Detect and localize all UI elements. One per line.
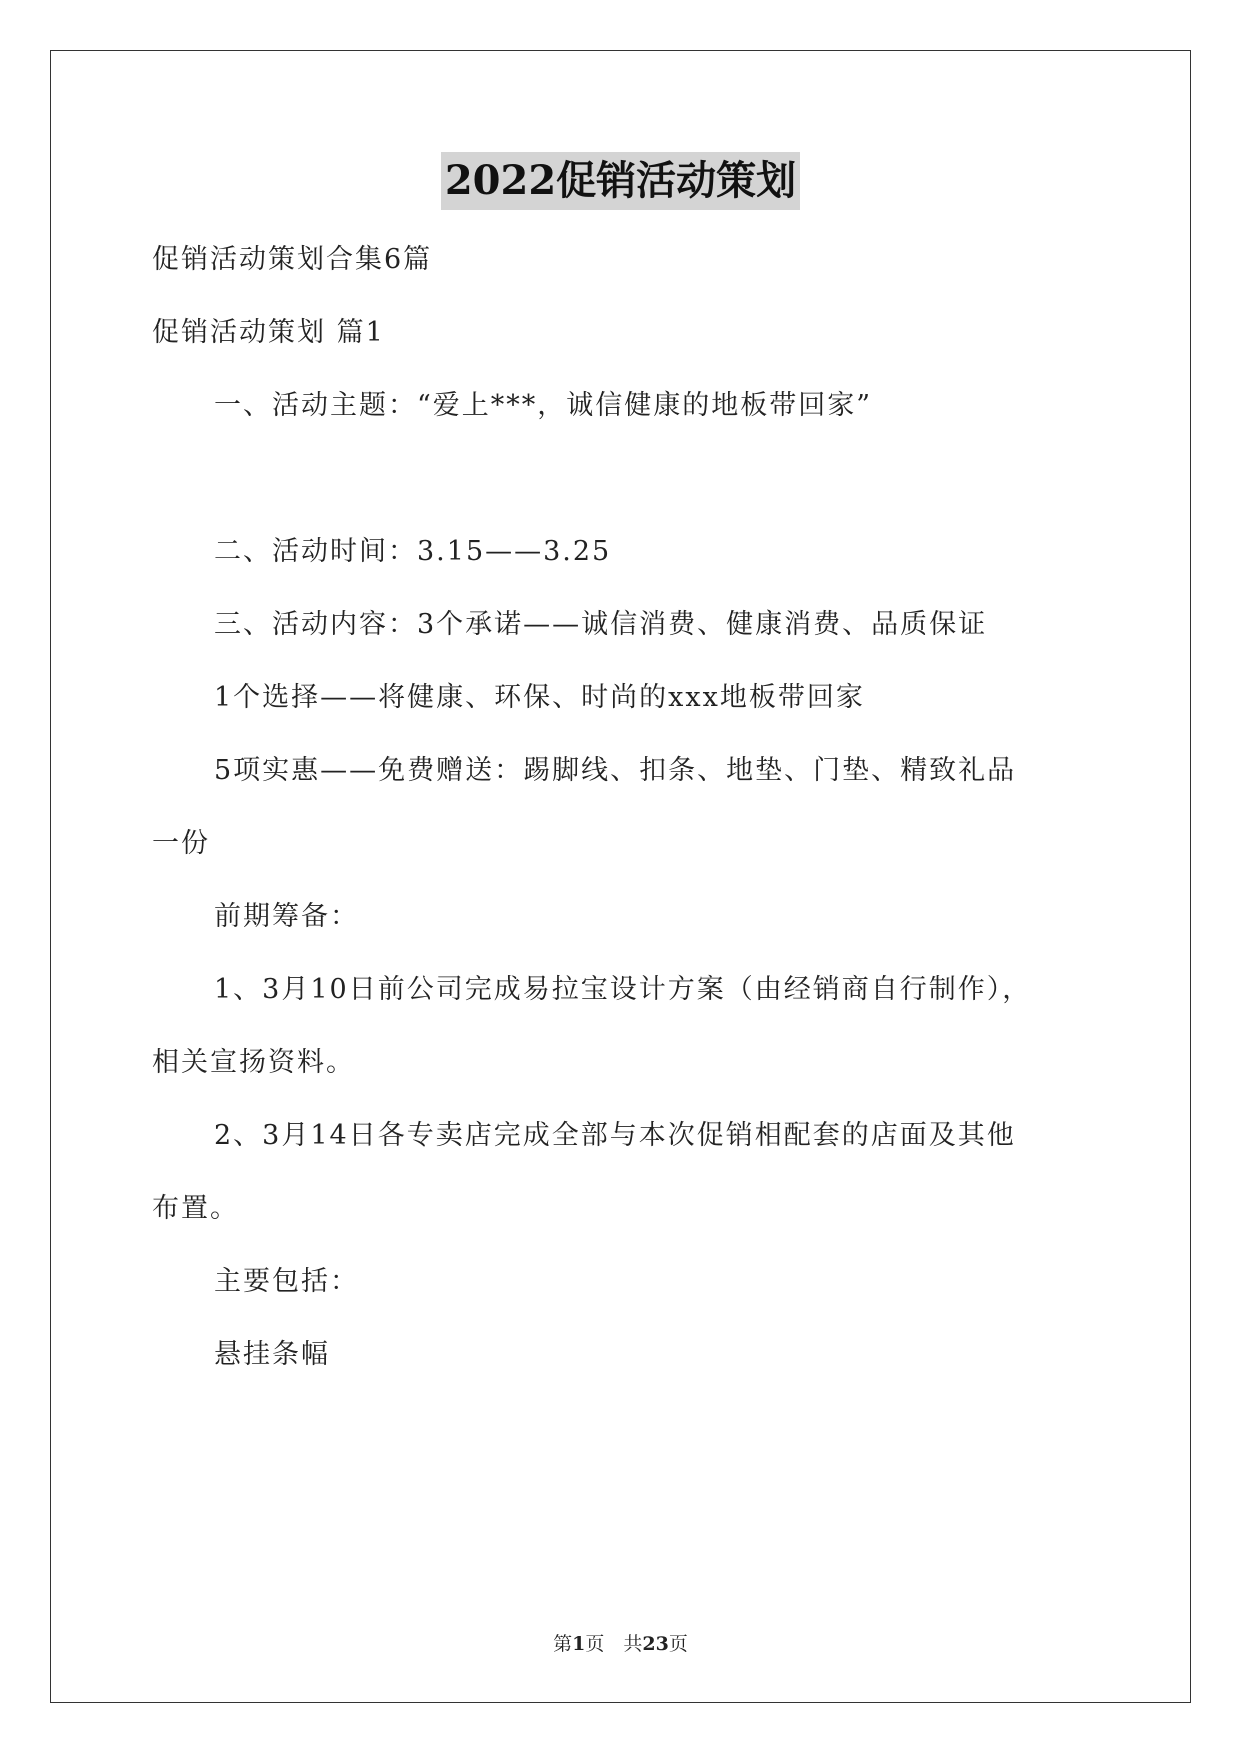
current-page-number: 1	[572, 1633, 586, 1655]
section-heading: 促销活动策划 篇1	[152, 317, 385, 348]
paragraph-prep-1: 1、3月10日前公司完成易拉宝设计方案（由经销商自行制作），	[214, 974, 1032, 1005]
paragraph-includes: 主要包括：	[214, 1266, 359, 1297]
paragraph-theme: 一、活动主题：“爱上***，诚信健康的地板带回家”	[214, 390, 873, 421]
paragraph-prep-heading: 前期筹备：	[214, 901, 359, 932]
total-pages-number: 23	[642, 1633, 669, 1655]
page-footer	[0, 1631, 1241, 1657]
document-title: 2022促销活动策划	[441, 152, 800, 210]
paragraph-choice: 1个选择——将健康、环保、时尚的xxx地板带回家	[214, 682, 865, 713]
footer-suffix: 页	[668, 1633, 688, 1655]
paragraph-content: 三、活动内容：3个承诺——诚信消费、健康消费、品质保证	[214, 609, 988, 640]
paragraph-prep-1-cont: 相关宣扬资料。	[152, 1047, 355, 1078]
paragraph-time: 二、活动时间：3.15——3.25	[214, 536, 612, 567]
paragraph-benefits-cont: 一份	[152, 828, 210, 859]
paragraph-benefits: 5项实惠——免费赠送：踢脚线、扣条、地垫、门垫、精致礼品	[214, 755, 1017, 786]
footer-middle: 页 共	[585, 1633, 643, 1655]
page-border	[50, 50, 1191, 1703]
paragraph-prep-2-cont: 布置。	[152, 1193, 239, 1224]
paragraph-prep-2: 2、3月14日各专卖店完成全部与本次促销相配套的店面及其他	[214, 1120, 1016, 1151]
title-container	[0, 152, 1241, 210]
footer-prefix: 第	[553, 1633, 573, 1655]
subtitle-collection: 促销活动策划合集6篇	[152, 244, 433, 275]
paragraph-banner: 悬挂条幅	[214, 1339, 330, 1370]
